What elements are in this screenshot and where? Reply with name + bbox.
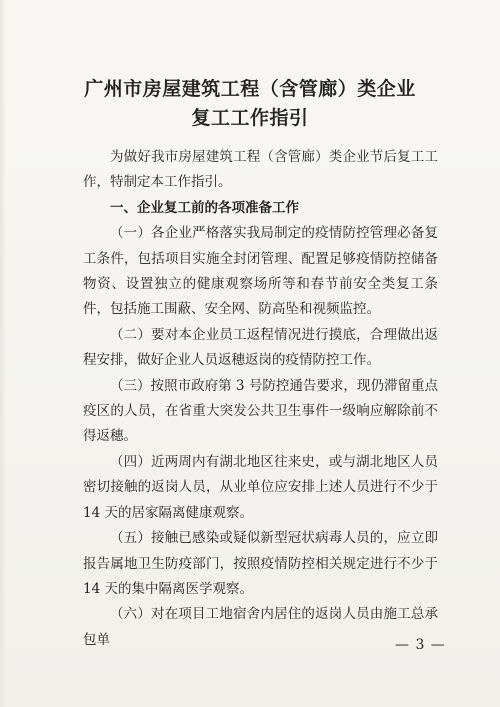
paragraph-item-6: （六）对在项目工地宿舍内居住的返岗人员由施工总承包单 — [83, 606, 438, 648]
paragraph-item-3: （三）按照市政府第 3 号防控通告要求，现仍滞留重点疫区的人员，在省重大突发公共卫生事件一级响应解除前不得返穗。 — [83, 377, 438, 445]
document-title-line-1: 广州市房屋建筑工程（含管廊）类企业 — [84, 78, 416, 100]
paragraph-item-2: （二）要对本企业员工返程情况进行摸底，合理做出返程安排，做好企业人员返穗返岗的疫情防控工作。 — [83, 326, 438, 369]
page-number: — 3 — — [395, 637, 446, 653]
paragraph-item-1: （一）各企业严格落实我局制定的疫情防控管理必备复工条件，包括项目实施全封闭管理、配置足够疫情防控储备物资、设置独立的健康观察场所等和春节前安全类复工条件，包括施工围蔽、安全网、防高坠和视频监控。 — [83, 225, 438, 318]
document-title-line-2: 复工工作指引 — [191, 107, 309, 129]
document-body — [83, 145, 438, 653]
scan-edge-shadow — [0, 0, 6, 707]
intro-paragraph: 为做好我市房屋建筑工程（含管廊）类企业节后复工工作，特制定本工作指引。 — [83, 149, 438, 191]
paragraph-item-5: （五）接触已感染或疑似新型冠状病毒人员的，应立即报告属地卫生防疫部门，按照疫情防控相关规定进行不少于 14 天的集中隔离医学观察。 — [83, 530, 438, 597]
paragraph-item-4: （四）近两周内有湖北地区往来史，或与湖北地区人员密切接触的返岗人员，从业单位应安排上述人员进行不少于 14 天的居家隔离健康观察。 — [83, 453, 438, 521]
section-heading-1: 一、企业复工前的各项准备工作 — [110, 199, 299, 216]
